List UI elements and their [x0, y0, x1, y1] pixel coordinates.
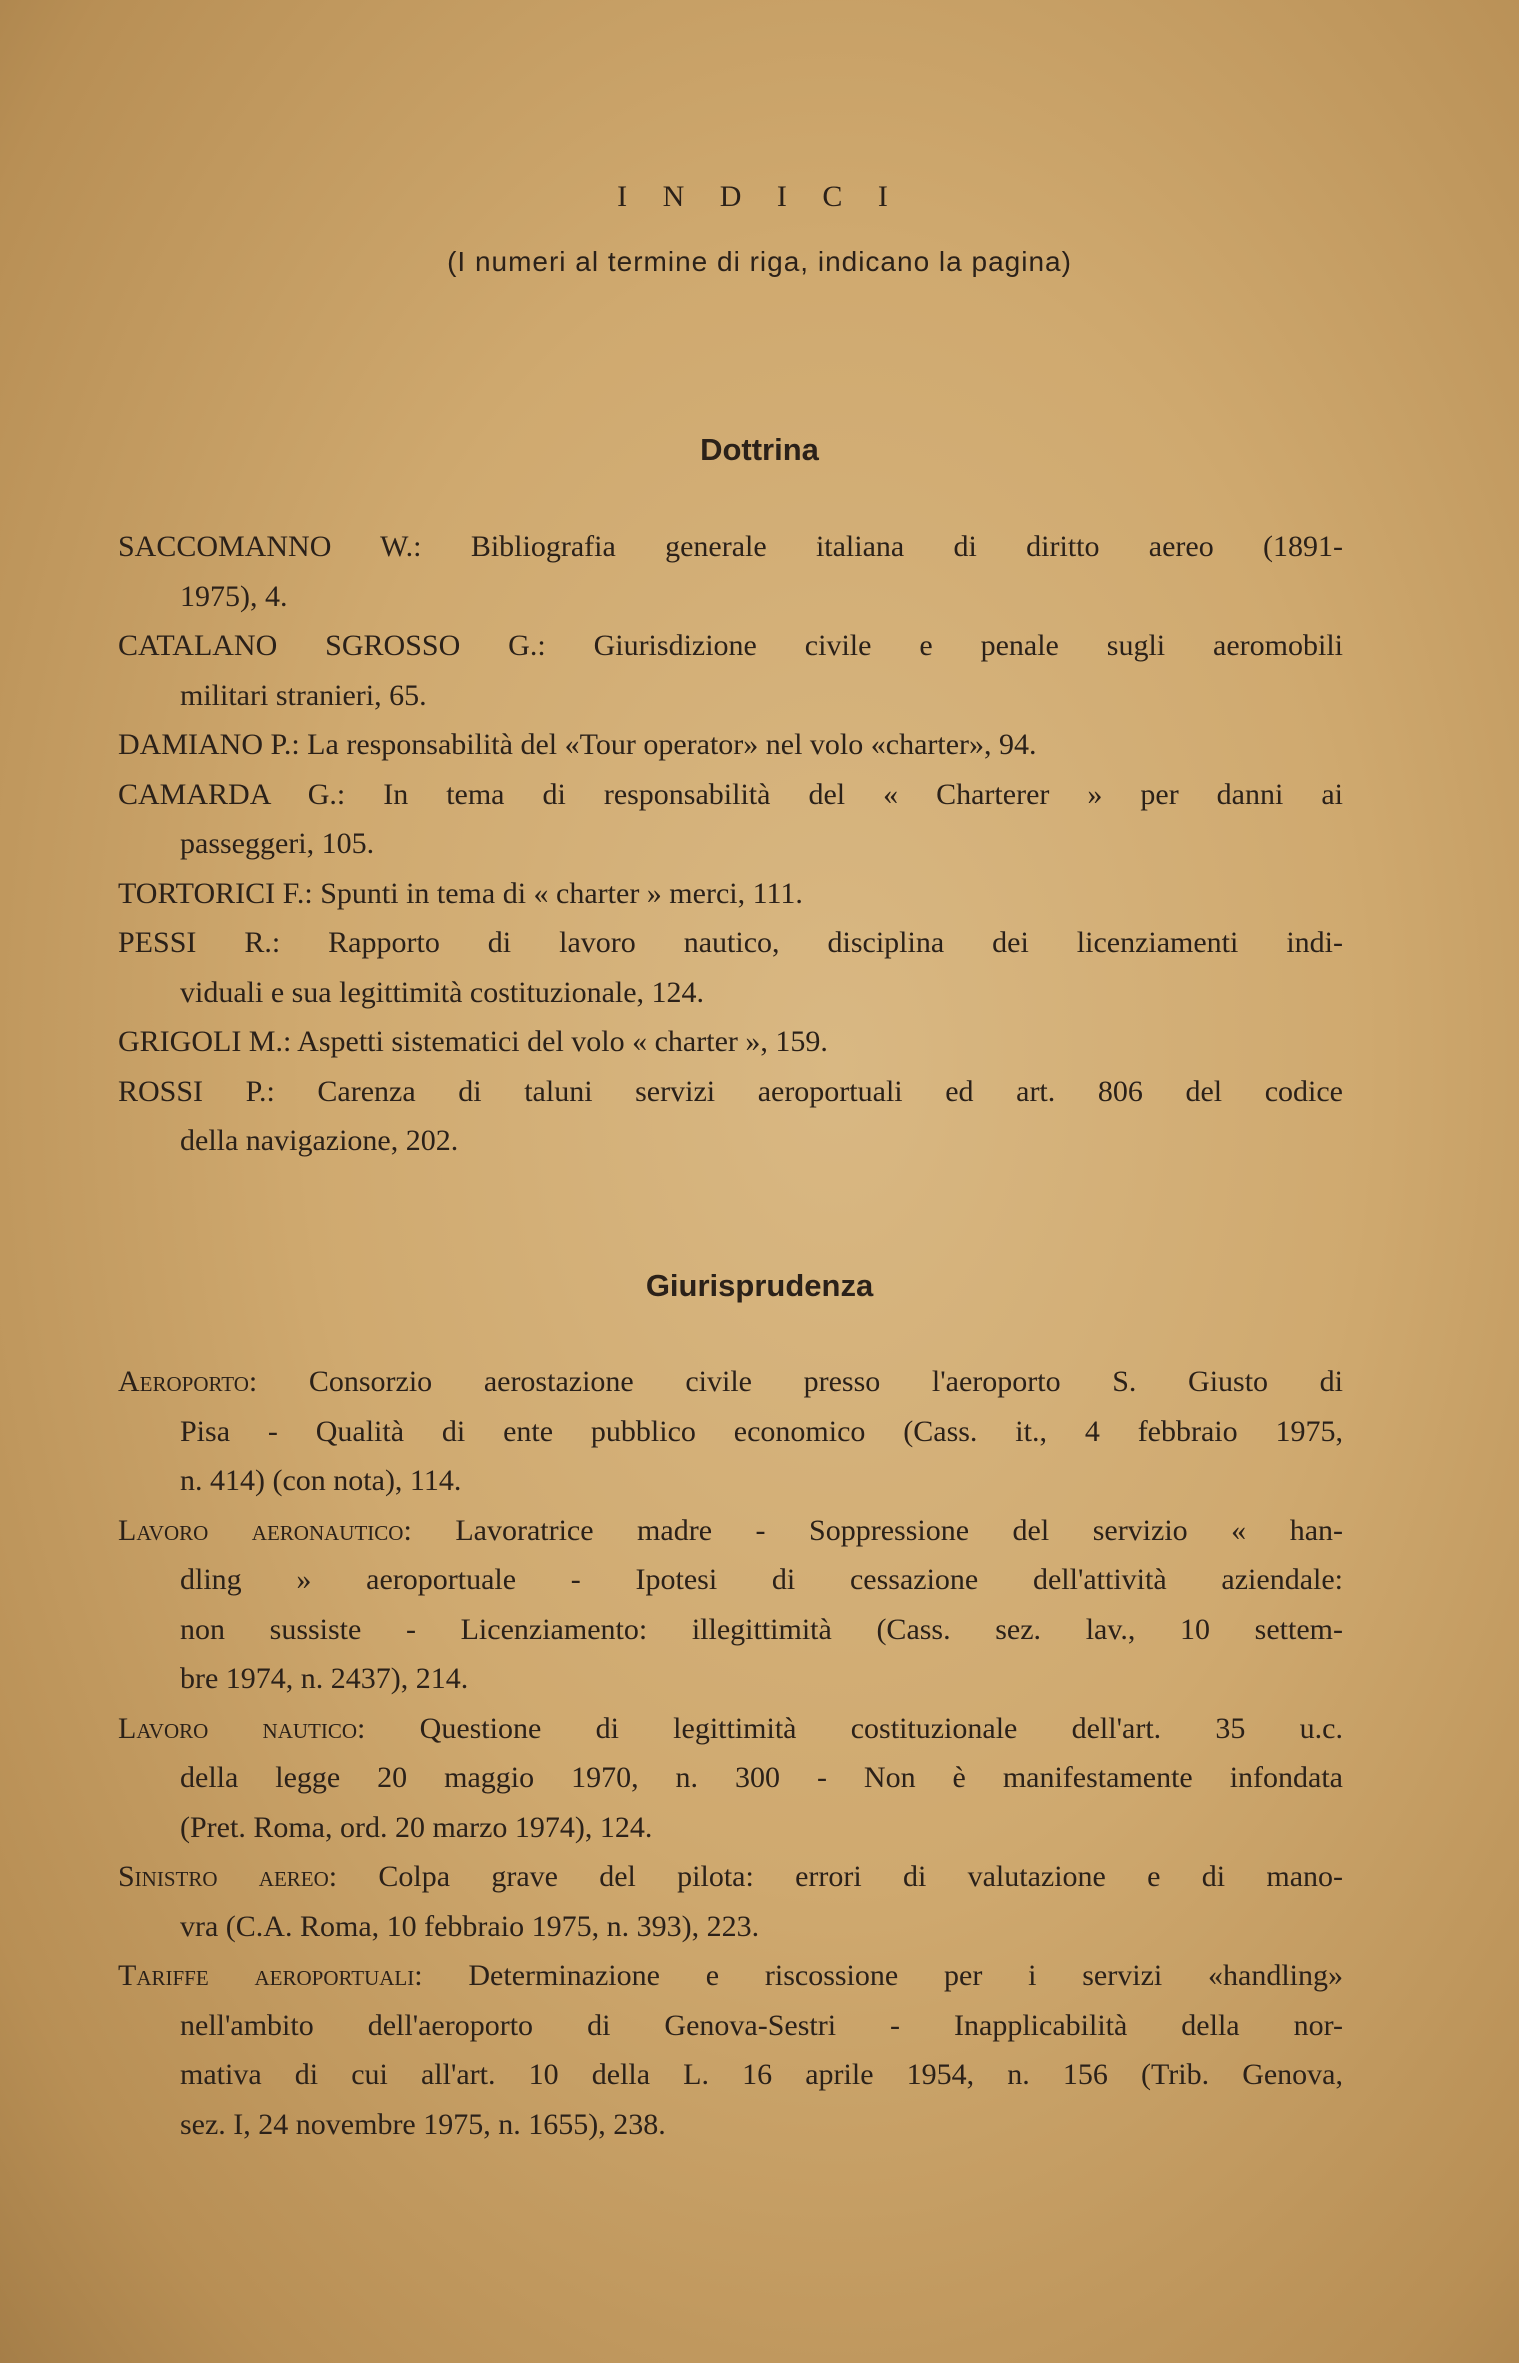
index-entry: [118, 1357, 1343, 1506]
entry-text: ROSSI P.: Carenza di taluni servizi aeroportuali ed art. 806 del codice: [118, 1074, 1343, 1108]
entry-text: Questione di legittimità costituzionale dell'art. 35 u.c.: [419, 1711, 1343, 1745]
entry-text: TORTORICI F.: Spunti in tema di « charter » merci, 111.: [118, 876, 803, 910]
entry-text: nell'ambito dell'aeroporto di Genova-Sestri - Inapplicabilità della nor-: [180, 2008, 1343, 2042]
entry-line: [118, 522, 1343, 572]
entry-line: [118, 1852, 1343, 1902]
entry-line: [118, 1753, 1343, 1803]
entry-text: Consorzio aerostazione civile presso l'aeroporto S. Giusto di: [308, 1365, 1344, 1398]
entry-text: DAMIANO P.: La responsabilità del «Tour operator» nel volo «charter», 94.: [118, 728, 1037, 761]
entry-text: vra (C.A. Roma, 10 febbraio 1975, n. 393), 223.: [180, 1909, 760, 1943]
entry-text: n. 414) (con nota), 114.: [180, 1464, 462, 1497]
index-entry: [118, 1017, 1343, 1067]
entry-text: GRIGOLI M.: Aspetti sistematici del volo « charter », 159.: [118, 1025, 828, 1058]
index-entry: [118, 770, 1343, 869]
section-heading-dottrina: Dottrina: [700, 432, 819, 467]
entry-text: bre 1974, n. 2437), 214.: [180, 1662, 469, 1695]
entry-text: CAMARDA G.: In tema di responsabilità del « Charterer » per danni ai: [118, 777, 1343, 811]
section-heading-giurisprudenza: Giurisprudenza: [645, 1268, 874, 1303]
entry-line: [118, 770, 1343, 820]
entry-line: [118, 2001, 1343, 2051]
entry-line: [118, 1116, 1343, 1166]
entry-text: sez. I, 24 novembre 1975, n. 1655), 238.: [180, 2107, 666, 2141]
index-entry: [118, 1506, 1343, 1704]
entry-line: [118, 1017, 1343, 1067]
entry-text: passeggeri, 105.: [180, 827, 375, 860]
entry-subject: Lavoro aeronautico:: [118, 1513, 412, 1547]
index-entry: [118, 1951, 1343, 2149]
entry-line: [118, 1407, 1343, 1457]
entry-text: Lavoratrice madre - Soppressione del servizio « han-: [455, 1513, 1343, 1547]
entry-subject: Aeroporto:: [118, 1365, 258, 1398]
entry-line: [118, 1605, 1343, 1655]
index-entry: [118, 869, 1343, 919]
entry-text: Pisa - Qualità di ente pubblico economico (Cass. it., 4 febbraio 1975,: [180, 1414, 1343, 1448]
index-entry: [118, 1704, 1343, 1853]
entry-text: 1975), 4.: [180, 579, 288, 613]
entry-line: [118, 869, 1343, 919]
entry-text: dling » aeroportuale - Ipotesi di cessazione dell'attività aziendale:: [180, 1563, 1343, 1596]
entry-line: [118, 1555, 1343, 1605]
index-entry: [118, 1852, 1343, 1951]
entry-text: (Pret. Roma, ord. 20 marzo 1974), 124.: [180, 1810, 653, 1844]
giurisprudenza-list: [118, 1357, 1343, 2149]
entry-line: [118, 1654, 1343, 1704]
entry-line: [118, 2050, 1343, 2100]
entry-line: [118, 1803, 1343, 1853]
entry-line: [118, 621, 1343, 671]
entry-subject: Lavoro nautico:: [118, 1711, 366, 1745]
entry-subject: Sinistro aereo:: [118, 1860, 338, 1893]
entry-line: [118, 1951, 1343, 2001]
entry-line: [118, 918, 1343, 968]
entry-line: [118, 968, 1343, 1018]
entry-line: [118, 720, 1343, 770]
entry-text: militari stranieri, 65.: [180, 678, 427, 712]
entry-text: Determinazione e riscossione per i servizi «handling»: [468, 1959, 1344, 1992]
entry-line: [118, 1067, 1343, 1117]
entry-line: [118, 1704, 1343, 1754]
page-title: I N D I C I: [617, 180, 902, 213]
entry-line: [118, 1506, 1343, 1556]
entry-line: [118, 1902, 1343, 1952]
dottrina-list: [118, 522, 1343, 1166]
entry-text: CATALANO SGROSSO G.: Giurisdizione civile e penale sugli aeromobili: [118, 629, 1343, 662]
index-entry: [118, 918, 1343, 1017]
entry-text: PESSI R.: Rapporto di lavoro nautico, disciplina dei licenziamenti indi-: [118, 926, 1343, 959]
entry-text: viduali e sua legittimità costituzionale, 124.: [180, 975, 705, 1009]
entry-line: [118, 1357, 1343, 1407]
index-entry: [118, 1067, 1343, 1166]
entry-line: [118, 2100, 1343, 2150]
entry-line: [118, 572, 1343, 622]
entry-text: SACCOMANNO W.: Bibliografia generale italiana di diritto aereo (1891-: [118, 530, 1343, 563]
page-subtitle: (I numeri al termine di riga, indicano la pagina): [447, 246, 1072, 277]
entry-text: Colpa grave del pilota: errori di valutazione e di mano-: [378, 1860, 1343, 1893]
index-entry: [118, 720, 1343, 770]
index-entry: [118, 522, 1343, 621]
entry-line: [118, 671, 1343, 721]
index-entry: [118, 621, 1343, 720]
entry-text: della navigazione, 202.: [180, 1124, 459, 1157]
entry-text: mativa di cui all'art. 10 della L. 16 aprile 1954, n. 156 (Trib. Genova,: [180, 2058, 1343, 2091]
entry-line: [118, 1456, 1343, 1506]
entry-text: della legge 20 maggio 1970, n. 300 - Non è manifestamente infondata: [180, 1761, 1343, 1794]
entry-line: [118, 819, 1343, 869]
entry-text: non sussiste - Licenziamento: illegittimità (Cass. sez. lav., 10 settem-: [180, 1612, 1343, 1646]
entry-subject: Tariffe aeroportuali:: [118, 1959, 423, 1992]
